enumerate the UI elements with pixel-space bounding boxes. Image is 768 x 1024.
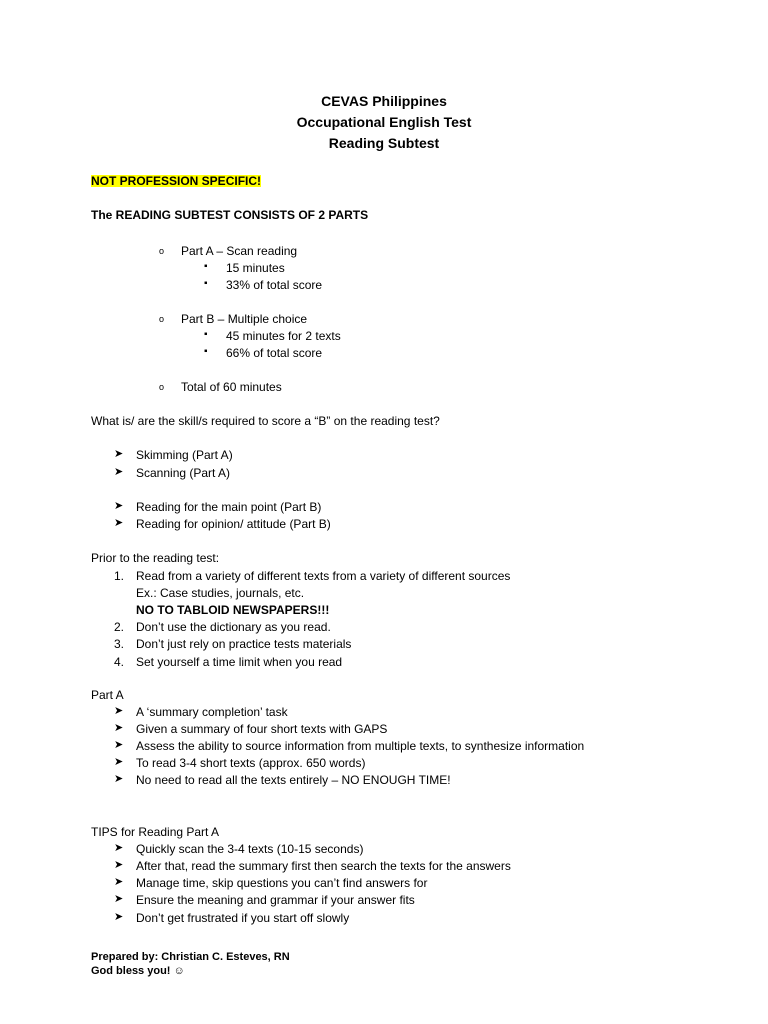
skill-item: Reading for opinion/ attitude (Part B) (136, 517, 331, 531)
arrow-bullet-icon: ➤ (114, 859, 124, 871)
part-a-detail-time: 15 minutes (226, 261, 285, 275)
arrow-bullet-icon: ➤ (114, 842, 124, 854)
part-a-item: To read 3-4 short texts (approx. 650 words) (136, 756, 366, 770)
skill-item: Scanning (Part A) (136, 466, 231, 480)
prepared-by: Prepared by: Christian C. Esteves, RN (91, 951, 290, 963)
prior-item: Set yourself a time limit when you read (136, 655, 343, 669)
skill-item: Reading for the main point (Part B) (136, 500, 322, 514)
tips-heading: TIPS for Reading Part A (91, 825, 220, 839)
prior-item: Don’t use the dictionary as you read. (136, 620, 331, 634)
square-bullet-icon: ▪ (204, 261, 208, 272)
list-number: 4. (114, 655, 125, 669)
document-title-test: Occupational English Test (296, 114, 472, 130)
part-a-detail-score: 33% of total score (226, 278, 323, 292)
arrow-bullet-icon: ➤ (114, 773, 124, 785)
prior-item: Read from a variety of different texts from a variety of different sources (136, 569, 511, 583)
tip-item: After that, read the summary first then search the texts for the answers (136, 859, 511, 873)
part-b-detail-score: 66% of total score (226, 346, 323, 360)
arrow-bullet-icon: ➤ (114, 911, 124, 923)
document-title-org: CEVAS Philippines (321, 93, 447, 109)
arrow-bullet-icon: ➤ (114, 756, 124, 768)
square-bullet-icon: ▪ (204, 329, 208, 340)
prior-heading: Prior to the reading test: (91, 551, 220, 565)
prior-item: Don’t just rely on practice tests materials (136, 637, 352, 651)
parts-heading: The READING SUBTEST CONSISTS OF 2 PARTS (91, 208, 369, 222)
arrow-bullet-icon: ➤ (114, 705, 124, 717)
tip-item: Ensure the meaning and grammar if your answer fits (136, 893, 415, 907)
arrow-bullet-icon: ➤ (114, 876, 124, 888)
part-a-item: Given a summary of four short texts with GAPS (136, 722, 388, 736)
arrow-bullet-icon: ➤ (114, 448, 124, 460)
blessing: God bless you! ☺ (91, 965, 185, 977)
prior-item-example: Ex.: Case studies, journals, etc. (136, 586, 305, 600)
arrow-bullet-icon: ➤ (114, 722, 124, 734)
circle-bullet-icon: o (159, 246, 165, 256)
tip-item: Quickly scan the 3-4 texts (10-15 seconds) (136, 842, 364, 856)
circle-bullet-icon: o (159, 382, 165, 392)
square-bullet-icon: ▪ (204, 278, 208, 289)
arrow-bullet-icon: ➤ (114, 739, 124, 751)
total-time: Total of 60 minutes (181, 380, 282, 394)
part-a-item: A ‘summary completion’ task (136, 705, 288, 719)
tip-item: Don’t get frustrated if you start off slowly (136, 911, 350, 925)
tip-item: Manage time, skip questions you can’t find answers for (136, 876, 428, 890)
document-title-subtest: Reading Subtest (328, 135, 440, 151)
part-b-label: Part B – Multiple choice (181, 312, 308, 326)
list-number: 1. (114, 569, 125, 583)
part-a-item: No need to read all the texts entirely – NO ENOUGH TIME! (136, 773, 451, 787)
list-number: 3. (114, 637, 125, 651)
arrow-bullet-icon: ➤ (114, 500, 124, 512)
skill-item: Skimming (Part A) (136, 448, 233, 462)
prior-item-emphasis: NO TO TABLOID NEWSPAPERS!!! (136, 603, 330, 617)
part-a-heading: Part A (91, 688, 124, 702)
part-a-label: Part A – Scan reading (181, 244, 298, 258)
square-bullet-icon: ▪ (204, 346, 208, 357)
arrow-bullet-icon: ➤ (114, 466, 124, 478)
arrow-bullet-icon: ➤ (114, 893, 124, 905)
list-number: 2. (114, 620, 125, 634)
warning-highlight: NOT PROFESSION SPECIFIC! (91, 174, 262, 188)
circle-bullet-icon: o (159, 314, 165, 324)
part-b-detail-time: 45 minutes for 2 texts (226, 329, 341, 343)
arrow-bullet-icon: ➤ (114, 517, 124, 529)
skills-question: What is/ are the skill/s required to score a “B” on the reading test? (91, 414, 440, 428)
part-a-item: Assess the ability to source information from multiple texts, to synthesize information (136, 739, 585, 753)
